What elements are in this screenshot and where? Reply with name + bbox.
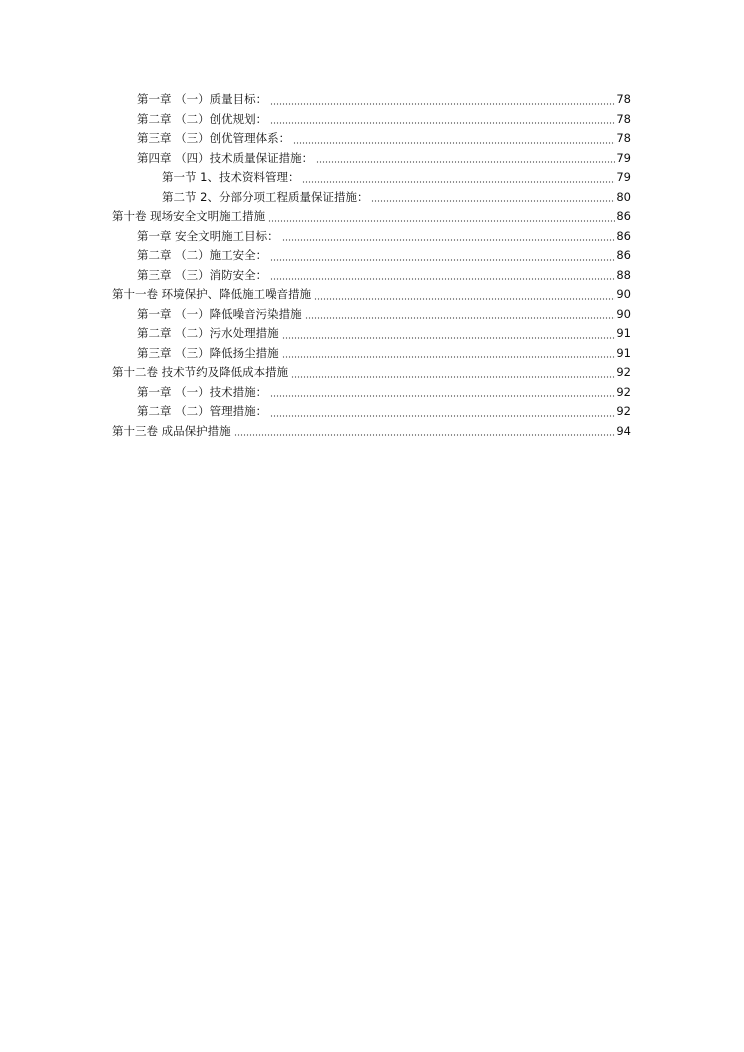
toc-dot-leader: [270, 122, 615, 124]
toc-entry-page-number: 88: [616, 267, 631, 282]
toc-entry-title: 第十二卷 技术节约及降低成本措施: [112, 365, 289, 379]
toc-entry-title: 第一章 （一）技术措施：: [137, 384, 268, 399]
toc-dot-leader: [305, 317, 616, 319]
toc-entry[interactable]: [0, 149, 744, 169]
toc-dot-leader: [270, 395, 615, 397]
toc-entry-title: 第三章 （三）降低扬尘措施: [137, 345, 279, 360]
toc-entry[interactable]: [0, 90, 744, 110]
toc-entry-page-number: 79: [616, 150, 631, 165]
toc-entry-page-number: 80: [616, 189, 631, 204]
toc-dot-leader: [291, 376, 615, 378]
toc-dot-leader: [316, 161, 615, 163]
toc-entry[interactable]: [0, 168, 744, 188]
toc-dot-leader: [270, 278, 615, 280]
toc-entry[interactable]: [0, 188, 744, 208]
toc-entry-page-number: 91: [616, 326, 631, 340]
toc-entry-page-number: 86: [616, 228, 631, 243]
toc-dot-leader: [270, 103, 615, 105]
toc-dot-leader: [268, 220, 615, 222]
toc-entry-title: 第一章 （一）降低噪音污染措施: [137, 306, 302, 321]
toc-entry-page-number: 92: [616, 384, 631, 399]
toc-entry[interactable]: [0, 402, 744, 422]
toc-entry-title: 第二节 2、分部分项工程质量保证措施：: [162, 189, 369, 204]
toc-entry[interactable]: [0, 305, 744, 325]
toc-dot-leader: [293, 142, 615, 144]
toc-entry-title: 第二章 （二）污水处理措施: [137, 326, 279, 340]
toc-entry-page-number: 90: [616, 287, 631, 301]
toc-entry[interactable]: [0, 344, 744, 364]
toc-entry-title: 第二章 （二）管理措施：: [137, 404, 268, 418]
toc-entry[interactable]: [0, 324, 744, 344]
toc-entry-title: 第二章 （二）创优规划：: [137, 111, 268, 126]
toc-entry-page-number: 78: [616, 92, 631, 106]
toc-entry-page-number: 92: [616, 404, 631, 418]
toc-dot-leader: [282, 239, 616, 241]
toc-entry-title: 第一章 （一）质量目标：: [137, 92, 268, 106]
toc-entry[interactable]: [0, 129, 744, 149]
toc-entry[interactable]: [0, 422, 744, 442]
toc-entry-page-number: 79: [616, 170, 631, 184]
toc-entry[interactable]: [0, 285, 744, 305]
toc-dot-leader: [234, 434, 616, 436]
toc-entry-title: 第十一卷 环境保护、降低施工噪音措施: [112, 287, 312, 301]
toc-entry-page-number: 78: [616, 131, 631, 145]
toc-dot-leader: [371, 200, 615, 202]
toc-entry[interactable]: [0, 246, 744, 266]
toc-entry-title: 第二章 （二）施工安全：: [137, 248, 268, 262]
toc-dot-leader: [302, 181, 615, 183]
toc-entry-title: 第十卷 现场安全文明施工措施: [112, 209, 266, 223]
toc-entry-title: 第四章 （四）技术质量保证措施：: [137, 150, 314, 165]
toc-dot-leader: [270, 415, 615, 417]
toc-entry[interactable]: [0, 266, 744, 286]
toc-entry-page-number: 94: [616, 423, 631, 438]
toc-entry[interactable]: [0, 207, 744, 227]
toc-entry-title: 第三章 （三）创优管理体系：: [137, 131, 291, 145]
toc-dot-leader: [282, 356, 616, 358]
toc-entry-page-number: 90: [616, 306, 631, 321]
toc-entry-page-number: 86: [616, 248, 631, 262]
toc-entry-title: 第一节 1、技术资料管理：: [162, 170, 300, 184]
table-of-contents: [0, 90, 744, 441]
toc-entry-page-number: 92: [616, 365, 631, 379]
toc-entry-title: 第三章 （三）消防安全：: [137, 267, 268, 282]
toc-entry-page-number: 78: [616, 111, 631, 126]
toc-dot-leader: [270, 259, 615, 261]
toc-entry-title: 第一章 安全文明施工目标：: [137, 228, 279, 243]
toc-entry-title: 第十三卷 成品保护措施: [112, 423, 231, 438]
toc-entry[interactable]: [0, 363, 744, 383]
toc-entry-page-number: 91: [616, 345, 631, 360]
toc-dot-leader: [314, 298, 615, 300]
toc-entry-page-number: 86: [616, 209, 631, 223]
toc-entry[interactable]: [0, 227, 744, 247]
toc-entry[interactable]: [0, 383, 744, 403]
toc-dot-leader: [282, 337, 616, 339]
toc-entry[interactable]: [0, 110, 744, 130]
